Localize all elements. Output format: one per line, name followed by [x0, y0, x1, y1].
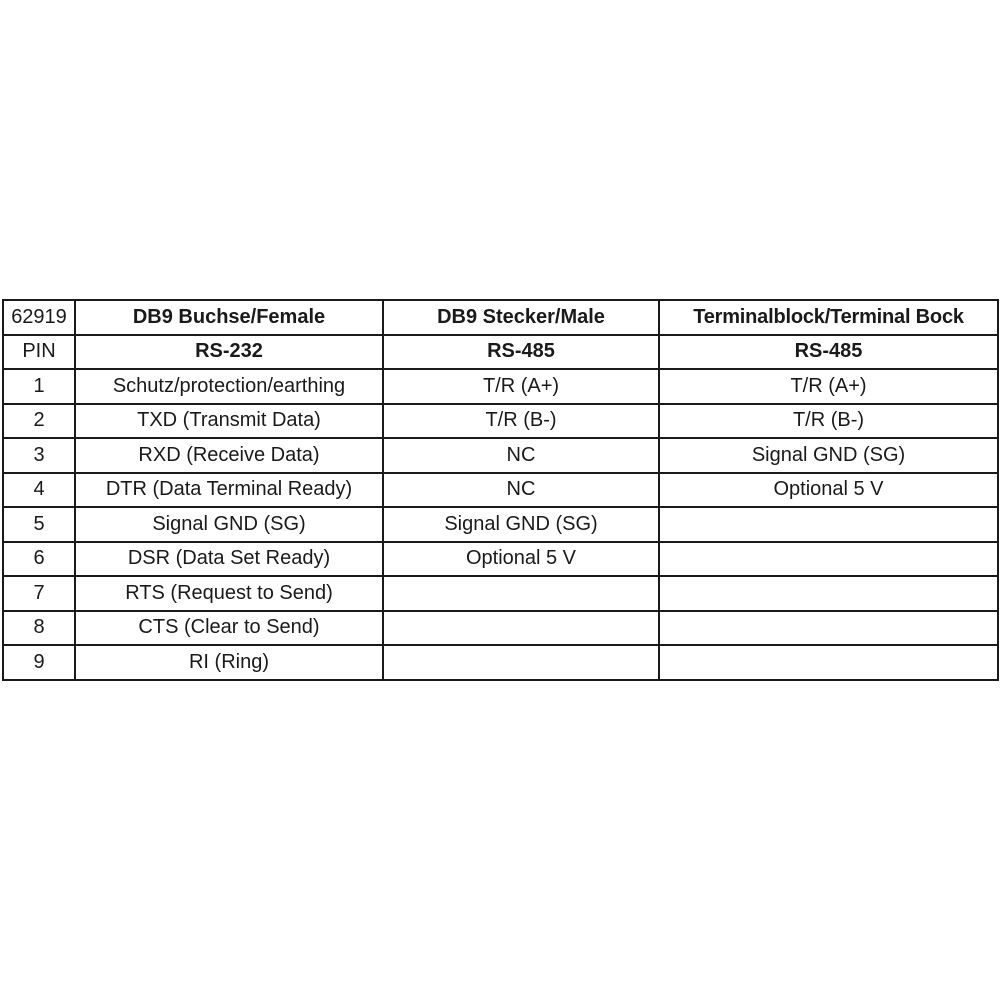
db9-male-header: DB9 Stecker/Male [383, 300, 659, 335]
rs232-label-cell: RS-232 [75, 335, 383, 370]
terminal-signal-cell [659, 576, 998, 611]
rs232-signal-cell: RI (Ring) [75, 645, 383, 680]
pinout-table [2, 299, 999, 681]
db9-male-signal-cell [383, 576, 659, 611]
terminal-signal-cell: T/R (B-) [659, 404, 998, 439]
db9-male-signal-cell: Optional 5 V [383, 542, 659, 577]
terminal-signal-cell [659, 611, 998, 646]
pin-number-cell: 8 [3, 611, 75, 646]
terminal-signal-cell [659, 507, 998, 542]
table-row [3, 576, 998, 611]
header-row [3, 300, 998, 335]
rs232-signal-cell: DTR (Data Terminal Ready) [75, 473, 383, 508]
product-code-cell: 62919 [3, 300, 75, 335]
rs485-male-label-cell: RS-485 [383, 335, 659, 370]
terminal-signal-cell: Signal GND (SG) [659, 438, 998, 473]
db9-male-signal-cell: T/R (A+) [383, 369, 659, 404]
rs232-signal-cell: Signal GND (SG) [75, 507, 383, 542]
terminal-signal-cell: Optional 5 V [659, 473, 998, 508]
pin-number-cell: 7 [3, 576, 75, 611]
db9-male-signal-cell: NC [383, 438, 659, 473]
pin-number-cell: 6 [3, 542, 75, 577]
terminal-signal-cell [659, 542, 998, 577]
table-row [3, 611, 998, 646]
table-row [3, 404, 998, 439]
subheader-row [3, 335, 998, 370]
db9-male-signal-cell: Signal GND (SG) [383, 507, 659, 542]
rs232-signal-cell: RXD (Receive Data) [75, 438, 383, 473]
pin-number-cell: 9 [3, 645, 75, 680]
rs232-signal-cell: Schutz/protection/earthing [75, 369, 383, 404]
table-row [3, 645, 998, 680]
rs232-signal-cell: CTS (Clear to Send) [75, 611, 383, 646]
table-row [3, 507, 998, 542]
pin-number-cell: 4 [3, 473, 75, 508]
terminal-signal-cell [659, 645, 998, 680]
db9-male-signal-cell [383, 645, 659, 680]
db9-female-header: DB9 Buchse/Female [75, 300, 383, 335]
db9-male-signal-cell [383, 611, 659, 646]
table-row [3, 369, 998, 404]
pin-number-cell: 2 [3, 404, 75, 439]
db9-male-signal-cell: NC [383, 473, 659, 508]
rs232-signal-cell: RTS (Request to Send) [75, 576, 383, 611]
db9-male-signal-cell: T/R (B-) [383, 404, 659, 439]
pin-number-cell: 5 [3, 507, 75, 542]
rs485-terminal-label-cell: RS-485 [659, 335, 998, 370]
terminal-block-header: Terminalblock/Terminal Bock [659, 300, 998, 335]
pin-label-cell: PIN [3, 335, 75, 370]
rs232-signal-cell: TXD (Transmit Data) [75, 404, 383, 439]
table-row [3, 473, 998, 508]
terminal-signal-cell: T/R (A+) [659, 369, 998, 404]
table-row [3, 542, 998, 577]
pin-number-cell: 3 [3, 438, 75, 473]
table-row [3, 438, 998, 473]
pin-number-cell: 1 [3, 369, 75, 404]
rs232-signal-cell: DSR (Data Set Ready) [75, 542, 383, 577]
